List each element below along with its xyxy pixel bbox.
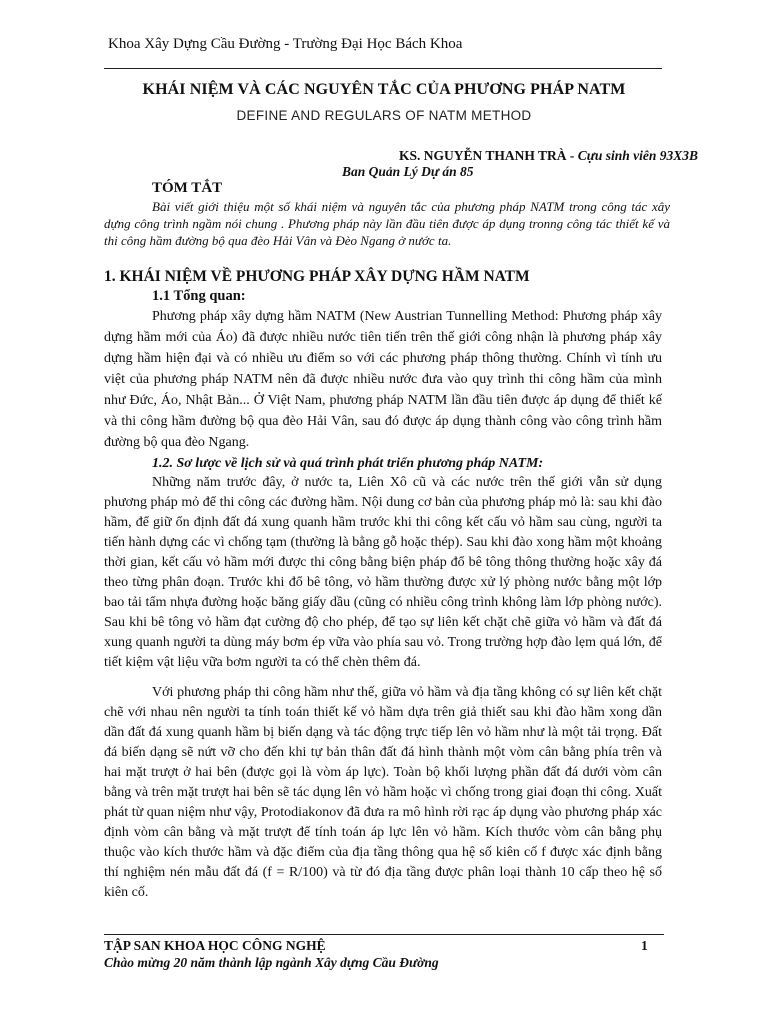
abstract-text: Bài viết giới thiệu một số khái niệm và nguyên tắc của phương pháp NATM trong công tác xây dựng công trình ngầm nói chung . Phương pháp này lần đầu tiên được áp dụng tronng công tác thiết kế và thi công hầm đường bộ qua đèo Hải Vân và Đèo Ngang ở nước ta. <box>104 199 670 248</box>
abstract-heading: TÓM TẮT <box>152 180 223 196</box>
footer-tagline: Chào mừng 20 năm thành lập ngành Xây dựng Cầu Đường <box>104 955 439 970</box>
author-line <box>399 148 698 164</box>
section-1-2-paragraph-1: Những năm trước đây, ở nước ta, Liên Xô cũ và các nước trên thế giới vẫn sử dụng phương pháp mỏ để thi công các đường hầm. Nội dung cơ bản của phương pháp mỏ là: sau khi đào hầm, để giữ ổn định đất đá xung quanh hầm trước khi thi công kết cấu vỏ hầm sau cùng, người ta tiến hành dựng các vì chống tạm (thường là bằng gỗ hoặc thép). Sau khi đào xong hầm một khoảng thời gian, kết cấu vỏ hầm mới được thi công bằng biện pháp đổ bê tông thông thường hoặc xây đá theo từng phân đoạn. Trước khi đổ bê tông, vỏ hầm thường được xử lý phòng nước bằng một lớp bao tải tẩm nhựa đường hoặc băng giấy dầu (cũng có nhiều công trình không làm lớp phòng nước). Sau khi bê tông vỏ hầm đạt cường độ cho phép, để tạo sự liên kết chặt chẽ giữa vỏ hầm và đất đá xung quanh người ta dùng máy bơm ép vữa vào phía sau vỏ. Trong trường hợp đào lẹm quá lớn, để tiết kiệm vật liệu vữa bơm người ta có thể chèn thêm đá. <box>104 475 662 670</box>
article-subtitle: DEFINE AND REGULARS OF NATM METHOD <box>236 108 532 123</box>
footer-divider <box>104 934 664 935</box>
article-title: KHÁI NIỆM VÀ CÁC NGUYÊN TẮC CỦA PHƯƠNG PHÁP NATM <box>142 81 626 98</box>
section-1-heading: 1. KHÁI NIỆM VỀ PHƯƠNG PHÁP XÂY DỰNG HẦM NATM <box>104 268 530 285</box>
author-role: Cựu sinh viên 93X3B <box>577 148 698 163</box>
footer-journal-name: TẬP SAN KHOA HỌC CÔNG NGHỆ <box>104 938 326 953</box>
author-name: KS. NGUYỄN THANH TRÀ - <box>398 148 578 163</box>
author-organization: Ban Quản Lý Dự án 85 <box>342 164 474 179</box>
page-number: 1 <box>641 938 648 953</box>
section-1-2-paragraph-2: Với phương pháp thi công hầm như thế, giữa vỏ hầm và địa tầng không có sự liên kết chặt chẽ với nhau nên người ta tính toán thiết kế vỏ hầm dựa trên giả thiết sau khi đào hầm xong dần dần đất đá xung quanh hầm bị biến dạng và tác động trực tiếp lên vỏ hầm như là một tải trọng. Đất đá biến dạng sẽ nứt vỡ cho đến khi tự bản thân đất đá hình thành một vòm cân bằng phía trên và hai mặt trượt ở hai bên (được gọi là vòm áp lực). Toàn bộ khối lượng phần đất đá dưới vòm cân bằng và trên mặt trượt hai bên sẽ tác dụng lên vỏ hầm hoặc vì chống trong giai đoạn thi công. Xuất phát từ quan niệm như vậy, Protodiakonov đã đưa ra mô hình rời rạc áp dụng vào phương pháp xác định vòm cân bằng và mặt trượt để tính toán áp lực lên vỏ hầm. Kích thước vòm cân bằng phụ thuộc vào kích thước hầm và đặc điểm của địa tầng thông qua hệ số kiên cố f được xác định bằng thí nghiệm nén mẫu đất đá (f = R/100) và từ đó địa tầng được phân loại thành 10 cấp theo hệ số kiên cố. <box>104 685 662 900</box>
header-divider <box>104 68 662 69</box>
section-1-1-heading: 1.1 Tổng quan: <box>152 288 246 304</box>
section-1-1-paragraph: Phương pháp xây dựng hầm NATM (New Austrian Tunnelling Method: Phương pháp xây dựng hầm mới của Áo) đã được nhiều nước tiên tiến trên thế giới công nhận là phương pháp xây dựng hầm hiện đại và có nhiều ưu điểm so với các phương pháp thông thường. Chính vì tính ưu việt của phương pháp NATM nên đã được nhiều nước đưa vào quy trình thi công hầm của mình như Đức, Áo, Nhật Bản... Ở Việt Nam, phương pháp NATM lần đầu tiên được áp dụng để thiết kế và thi công hầm đường bộ qua đèo Hải Vân, sau đó được áp dụng thành công vào công trình hầm đường bộ qua đèo Ngang. <box>104 309 662 450</box>
section-1-2-heading: 1.2. Sơ lược về lịch sử và quá trình phát triển phương pháp NATM: <box>152 456 544 471</box>
running-header: Khoa Xây Dựng Cầu Đường - Trường Đại Học Bách Khoa <box>108 36 463 52</box>
